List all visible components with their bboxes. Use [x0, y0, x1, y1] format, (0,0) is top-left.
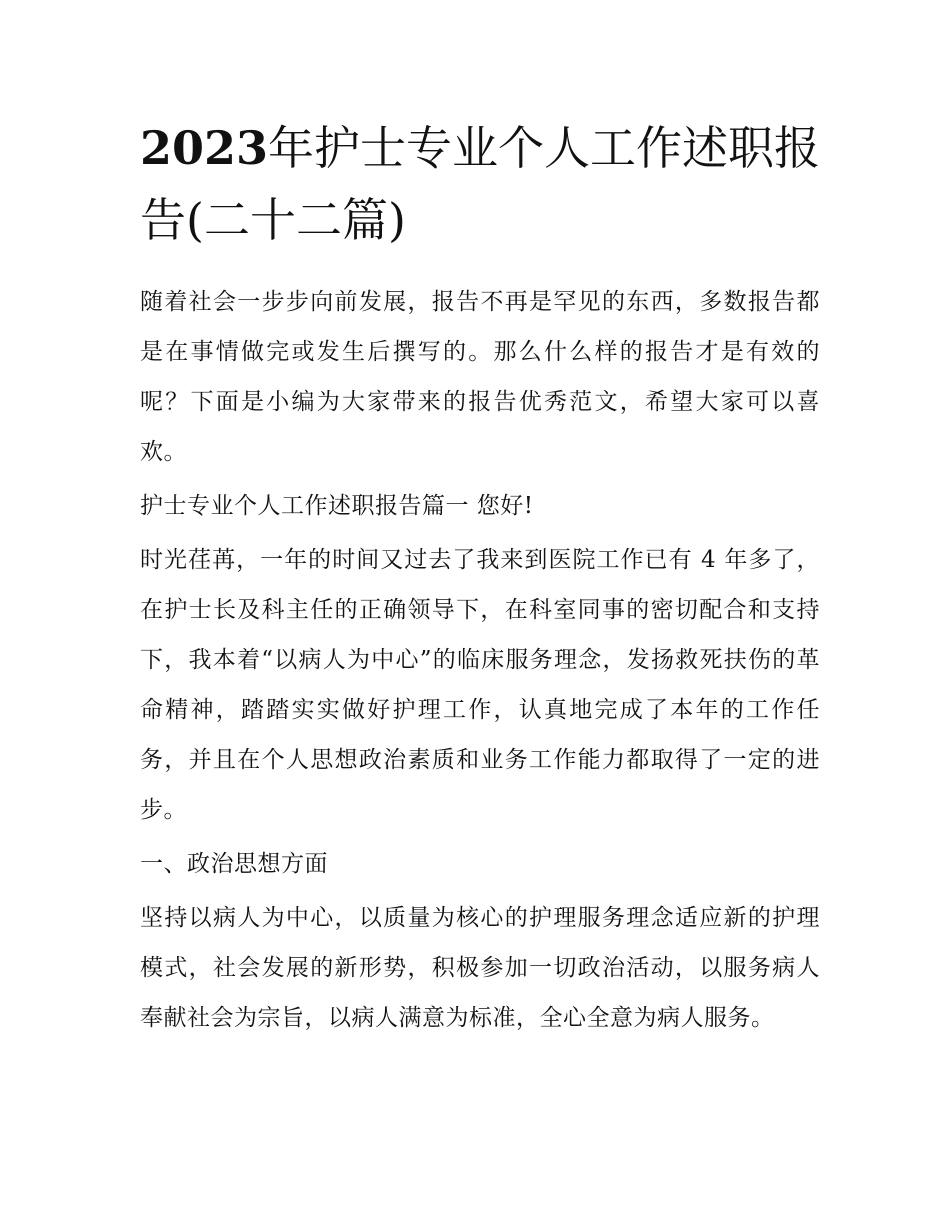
- section-heading-part-one: 护士专业个人工作述职报告篇一 您好!: [140, 493, 534, 519]
- section-heading-political: 一、政治思想方面: [140, 851, 328, 877]
- title-text: 年护士专业个人工作述职报告(二十二篇): [140, 121, 821, 247]
- intro-paragraph: 随着社会一步步向前发展，报告不再是罕见的东西，多数报告都是在事情做完或发生后撰写的。那么什么样的报告才是有效的呢？下面是小编为大家带来的报告优秀范文，希望大家可以喜欢。: [140, 289, 820, 465]
- document-body: [140, 277, 820, 1047]
- document-title: [140, 112, 830, 256]
- body-paragraph: 时光荏苒，一年的时间又过去了我来到医院工作已有 4 年多了，在护士长及科主任的正确领导下，在科室同事的密切配合和支持下，我本着“以病人为中心”的临床服务理念，发扬救死扶伤的革命精神，踏踏实实做好护理工作，认真地完成了本年的工作任务，并且在个人思想政治素质和业务工作能力都取得了一定的进步。: [140, 547, 820, 823]
- body-paragraph: 坚持以病人为中心，以质量为核心的护理服务理念适应新的护理模式，社会发展的新形势，积极参加一切政治活动，以服务病人奉献社会为宗旨，以病人满意为标准，全心全意为病人服务。: [140, 905, 820, 1031]
- title-year: 2023: [140, 121, 269, 175]
